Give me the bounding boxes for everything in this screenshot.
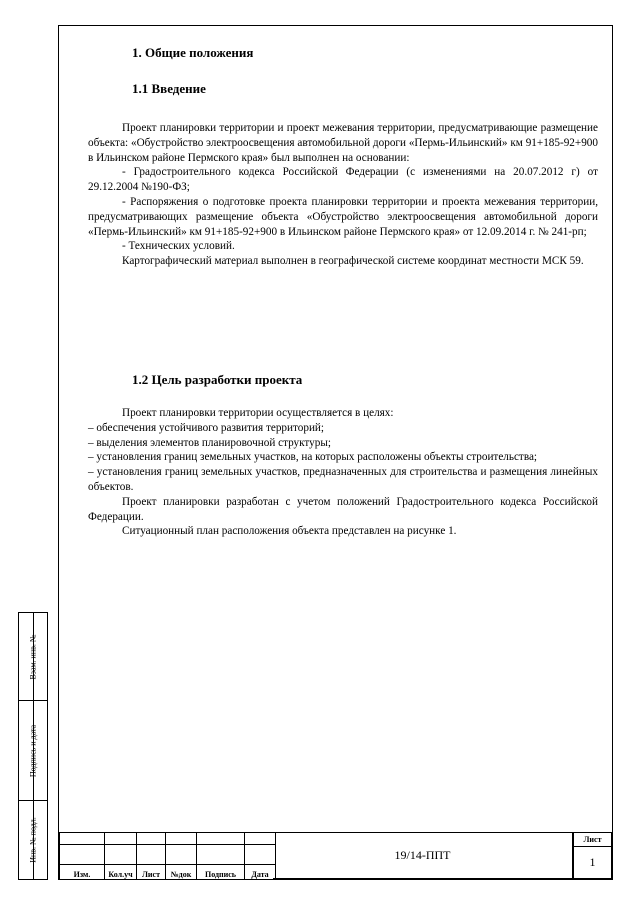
- intro-title: 1.1 Введение: [132, 81, 206, 96]
- col-count: Кол.уч: [105, 865, 137, 880]
- sheet-box: [573, 832, 612, 879]
- goal-list-item: – установления границ земельных участков, предназначенных для строительства и размещения линейных объектов.: [88, 466, 598, 493]
- goal-list-item: – обеспечения устойчивого развития территорий;: [88, 421, 325, 434]
- intro-text: [88, 121, 598, 269]
- goal-paragraph: Ситуационный план расположения объекта представлен на рисунке 1.: [122, 525, 457, 538]
- goal-paragraph: Проект планировки разработан с учетом положений Градостроительного кодекса Российской Федерации.: [88, 495, 598, 523]
- stamp-replacement-inventory-label: Взам. инв. №: [28, 633, 38, 680]
- stamp-replacement-inventory: [19, 613, 47, 701]
- stamp-original-inventory: [19, 801, 47, 879]
- intro-paragraph: - Технических условий.: [122, 240, 235, 253]
- title-block-grid: [59, 832, 276, 880]
- goal-text: [88, 406, 598, 539]
- col-signature: Подпись: [197, 865, 245, 880]
- intro-paragraph: Проект планировки территории и проект межевания территории, предусматривающие размещение объекта: «Обустройство электроосвещения автомобильной дороги «Пермь-Ильинский» км 91+185-92+900 в Ильинском районе Пермского края» был выполнен на основании:: [88, 122, 598, 164]
- sheet-label: Лист: [574, 833, 611, 847]
- stamp-signature-date-label: Подпись и дата: [28, 724, 38, 777]
- goal-list-item: – установления границ земельных участков, на которых расположены объекты строительства;: [88, 451, 538, 464]
- intro-paragraph: - Распоряжения о подготовке проекта планировки территории и проекта межевания территории, предусматривающих размещение объекта «Обустройство электроосвещения автомобильной дороги «Пермь-Ильинский» км 91+185-92+900 в Ильинском районе Пермского края» от 12.09.2014 г. № 241-рп;: [88, 195, 598, 238]
- goal-list-item: – выделения элементов планировочной структуры;: [88, 436, 331, 449]
- stamp-signature-date: [19, 701, 47, 801]
- col-sheet: Лист: [137, 865, 166, 880]
- section-title: 1. Общие положения: [132, 45, 254, 60]
- title-block: [59, 832, 612, 879]
- intro-paragraph: - Градостроительного кодекса Российской Федерации (с изменениями на 20.07.2012 г) от 29.12.2004 №190-ФЗ;: [88, 166, 598, 194]
- intro-paragraph: Картографический материал выполнен в географической системе координат местности МСК 59.: [122, 255, 584, 268]
- col-doc-number: №док: [166, 865, 197, 880]
- document-code: 19/14-ППТ: [273, 832, 573, 879]
- sheet-number: 1: [589, 855, 596, 869]
- col-date: Дата: [245, 865, 276, 880]
- goal-title: 1.2 Цель разработки проекта: [132, 372, 303, 387]
- goal-paragraph: Проект планировки территории осуществляется в целях:: [122, 407, 394, 419]
- stamp-original-inventory-label: Инв. № подл.: [28, 817, 38, 863]
- col-change: Изм.: [60, 865, 105, 880]
- side-stamp: [18, 612, 48, 880]
